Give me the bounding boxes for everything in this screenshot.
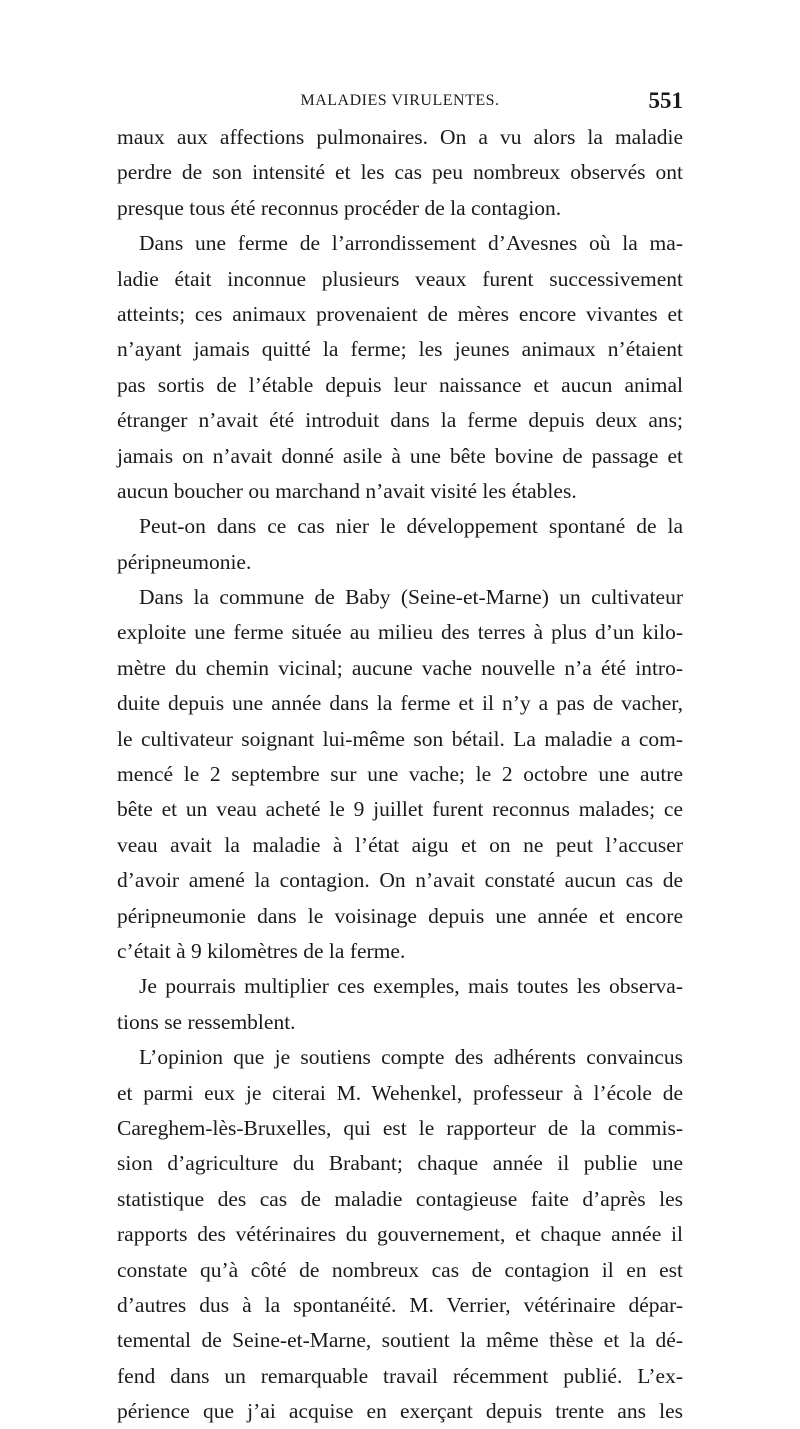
text-line: le cultivateur soignant lui-même son bétail. La maladie a com- — [117, 726, 683, 751]
text-line: rapports des vétérinaires du gouvernement, et chaque année il — [117, 1222, 683, 1247]
text-line: presque tous été reconnus procéder de la contagion. — [117, 195, 562, 220]
paragraph-start-line: Je pourrais multiplier ces exemples, mais toutes les observa- — [139, 974, 683, 999]
paragraph-start-line: Dans la commune de Baby (Seine-et-Marne) un cultivateur — [139, 585, 683, 610]
page-number: 551 — [648, 88, 683, 113]
text-line: n’ayant jamais quitté la ferme; les jeunes animaux n’étaient — [117, 337, 683, 362]
paragraph-start-line: L’opinion que je soutiens compte des adhérents convaincus — [139, 1045, 683, 1070]
text-line: sion d’agriculture du Brabant; chaque année il publie une — [117, 1151, 683, 1176]
text-line: étranger n’avait été introduit dans la ferme depuis deux ans; — [117, 408, 683, 433]
text-line: mencé le 2 septembre sur une vache; le 2 octobre une autre — [117, 762, 683, 787]
text-line: constate qu’à côté de nombreux cas de contagion il en est — [117, 1257, 683, 1282]
text-line: péripneumonie dans le voisinage depuis une année et encore — [117, 903, 683, 928]
text-line: c’était à 9 kilomètres de la ferme. — [117, 938, 406, 963]
text-line: veau avait la maladie à l’état aigu et on ne peut l’accuser — [117, 832, 683, 857]
text-line: ladie était inconnue plusieurs veaux furent successivement — [117, 266, 683, 291]
text-line: pas sortis de l’étable depuis leur naissance et aucun animal — [117, 372, 683, 397]
text-line: Careghem-lès-Bruxelles, qui est le rapporteur de la commis- — [117, 1115, 683, 1140]
page-header — [117, 88, 683, 118]
text-line: maux aux affections pulmonaires. On a vu alors la maladie — [117, 125, 683, 149]
text-line: fend dans un remarquable travail récemment publié. L’ex- — [117, 1363, 683, 1388]
paragraph-start-line: Dans une ferme de l’arrondissement d’Avesnes où la ma- — [139, 231, 683, 256]
text-line: tions se ressemblent. — [117, 1009, 296, 1034]
text-line: péripneumonie. — [117, 549, 252, 574]
running-title: MALADIES VIRULENTES. — [300, 92, 500, 109]
text-line: d’autres dus à la spontanéité. M. Verrier, vétérinaire dépar- — [117, 1292, 683, 1317]
body-text — [117, 120, 683, 1429]
text-line: et parmi eux je citerai M. Wehenkel, professeur à l’école de — [117, 1080, 683, 1105]
text-line: jamais on n’avait donné asile à une bête bovine de passage et — [117, 443, 683, 468]
text-line: d’avoir amené la contagion. On n’avait constaté aucun cas de — [117, 868, 683, 893]
text-line: bête et un veau acheté le 9 juillet furent reconnus malades; ce — [117, 797, 683, 822]
paragraph-start-line: Peut-on dans ce cas nier le développement spontané de la — [139, 514, 683, 539]
text-line: perdre de son intensité et les cas peu nombreux observés ont — [117, 160, 683, 185]
text-line: statistique des cas de maladie contagieuse faite d’après les — [117, 1186, 683, 1211]
text-line: temental de Seine-et-Marne, soutient la même thèse et la dé- — [117, 1328, 683, 1353]
text-line: exploite une ferme située au milieu des terres à plus d’un kilo- — [117, 620, 683, 645]
text-line: aucun boucher ou marchand n’avait visité les étables. — [117, 478, 577, 503]
text-line: duite depuis une année dans la ferme et il n’y a pas de vacher, — [117, 691, 683, 716]
text-line: mètre du chemin vicinal; aucune vache nouvelle n’a été intro- — [117, 655, 683, 680]
text-line: atteints; ces animaux provenaient de mères encore vivantes et — [117, 301, 683, 326]
text-line: périence que j’ai acquise en exerçant depuis trente ans les — [117, 1399, 683, 1424]
